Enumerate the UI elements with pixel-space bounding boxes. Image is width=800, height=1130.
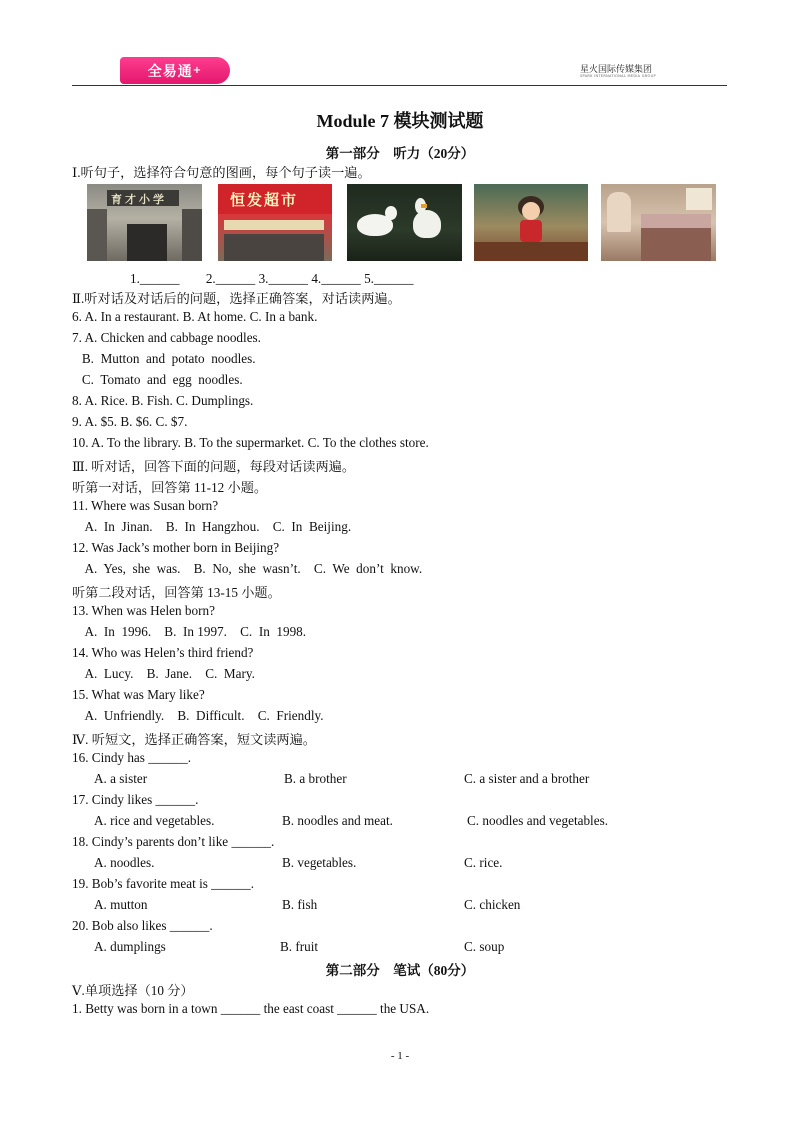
question-16-option-b: B. a brother: [284, 771, 347, 786]
dialogue-2-note: 听第二段对话，回答第 13-15 小题。: [72, 585, 281, 600]
school-sign: 育才小学: [111, 193, 167, 206]
question-17-option-b: B. noodles and meat.: [282, 813, 393, 828]
photo-supermarket: [218, 184, 332, 261]
question-9: 9. A. $5. B. $6. C. $7.: [72, 414, 188, 429]
question-18-option-b: B. vegetables.: [282, 855, 357, 870]
question-7-option-c: C. Tomato and egg noodles.: [72, 372, 243, 387]
sec3-instruction: Ⅲ. 听对话，回答下面的问题，每段对话读两遍。: [72, 459, 356, 474]
question-16-option-c: C. a sister and a brother: [464, 771, 590, 786]
question-11: 11. Where was Susan born?: [72, 498, 219, 513]
brand-logo: [120, 57, 230, 84]
question-14: 14. Who was Helen’s third friend?: [72, 645, 254, 660]
question-10: 10. A. To the library. B. To the supermarket. C. To the clothes store.: [72, 435, 429, 450]
photo-bedroom: [601, 184, 716, 261]
question-19-option-a: A. mutton: [94, 897, 148, 912]
question-17-option-a: A. rice and vegetables.: [94, 813, 215, 828]
question-20-option-a: A. dumplings: [94, 939, 166, 954]
question-19-option-c: C. chicken: [464, 897, 521, 912]
question-7-option-b: B. Mutton and potato noodles.: [72, 351, 256, 366]
publisher-subtitle: SPARK INTERNATIONAL MEDIA GROUP: [580, 74, 656, 78]
photo-cartoon-girl: [474, 184, 588, 261]
question-18-option-a: A. noodles.: [94, 855, 155, 870]
question-20-option-c: C. soup: [464, 939, 505, 954]
question-12: 12. Was Jack’s mother born in Beijing?: [72, 540, 280, 555]
sec4-instruction: Ⅳ. 听短文，选择正确答案，短文读两遍。: [72, 732, 316, 747]
part2-question-1: 1. Betty was born in a town ______ the east coast ______ the USA.: [72, 1001, 430, 1016]
question-14-options: A. Lucy. B. Jane. C. Mary.: [72, 666, 255, 681]
question-17-option-c: C. noodles and vegetables.: [467, 813, 608, 828]
plus-icon: +: [192, 65, 203, 76]
question-16: 16. Cindy has ______.: [72, 750, 192, 765]
question-16-option-a: A. a sister: [94, 771, 148, 786]
page-title: Module 7 模块测试题: [316, 111, 484, 131]
question-19: 19. Bob’s favorite meat is ______.: [72, 876, 255, 891]
question-18: 18. Cindy’s parents don’t like ______.: [72, 834, 275, 849]
photo-school-gate: [87, 184, 202, 261]
question-13-options: A. In 1996. B. In 1997. C. In 1998.: [72, 624, 307, 639]
question-19-option-b: B. fish: [282, 897, 318, 912]
dialogue-1-note: 听第一对话，回答第 11-12 小题。: [72, 480, 268, 495]
question-11-options: A. In Jinan. B. In Hangzhou. C. In Beijing.: [72, 519, 352, 534]
sec5-instruction: Ⅴ.单项选择（10 分）: [72, 983, 194, 998]
question-20: 20. Bob also likes ______.: [72, 918, 213, 933]
question-8: 8. A. Rice. B. Fish. C. Dumplings.: [72, 393, 254, 408]
photo-ducks: [347, 184, 462, 261]
question-18-option-c: C. rice.: [464, 855, 503, 870]
supermarket-sign: 恒发超市: [230, 191, 299, 209]
sec1-answer-blanks: 1.______ 2.______ 3.______ 4.______ 5.______: [130, 271, 414, 286]
part1-heading: 第一部分 听力（20分）: [325, 146, 475, 161]
question-7: 7. A. Chicken and cabbage noodles.: [72, 330, 261, 345]
sec1-instruction: Ⅰ.听句子，选择符合句意的图画，每个句子读一遍。: [72, 165, 371, 180]
header-divider: [72, 85, 727, 86]
question-17: 17. Cindy likes ______.: [72, 792, 199, 807]
question-13: 13. When was Helen born?: [72, 603, 215, 618]
sec2-instruction: Ⅱ.听对话及对话后的问题，选择正确答案，对话读两遍。: [72, 291, 401, 306]
question-6: 6. A. In a restaurant. B. At home. C. In a bank.: [72, 309, 318, 324]
question-15-options: A. Unfriendly. B. Difficult. C. Friendly.: [72, 708, 324, 723]
question-20-option-b: B. fruit: [280, 939, 319, 954]
page-number: - 1 -: [390, 1050, 410, 1062]
part2-heading: 第二部分 笔试（80分）: [325, 963, 475, 978]
logo-text: 全易通: [147, 63, 193, 80]
question-15: 15. What was Mary like?: [72, 687, 205, 702]
publisher-name: 星火国际传媒集团: [580, 65, 653, 75]
question-12-options: A. Yes, she was. B. No, she wasn’t. C. We don’t know.: [72, 561, 423, 576]
